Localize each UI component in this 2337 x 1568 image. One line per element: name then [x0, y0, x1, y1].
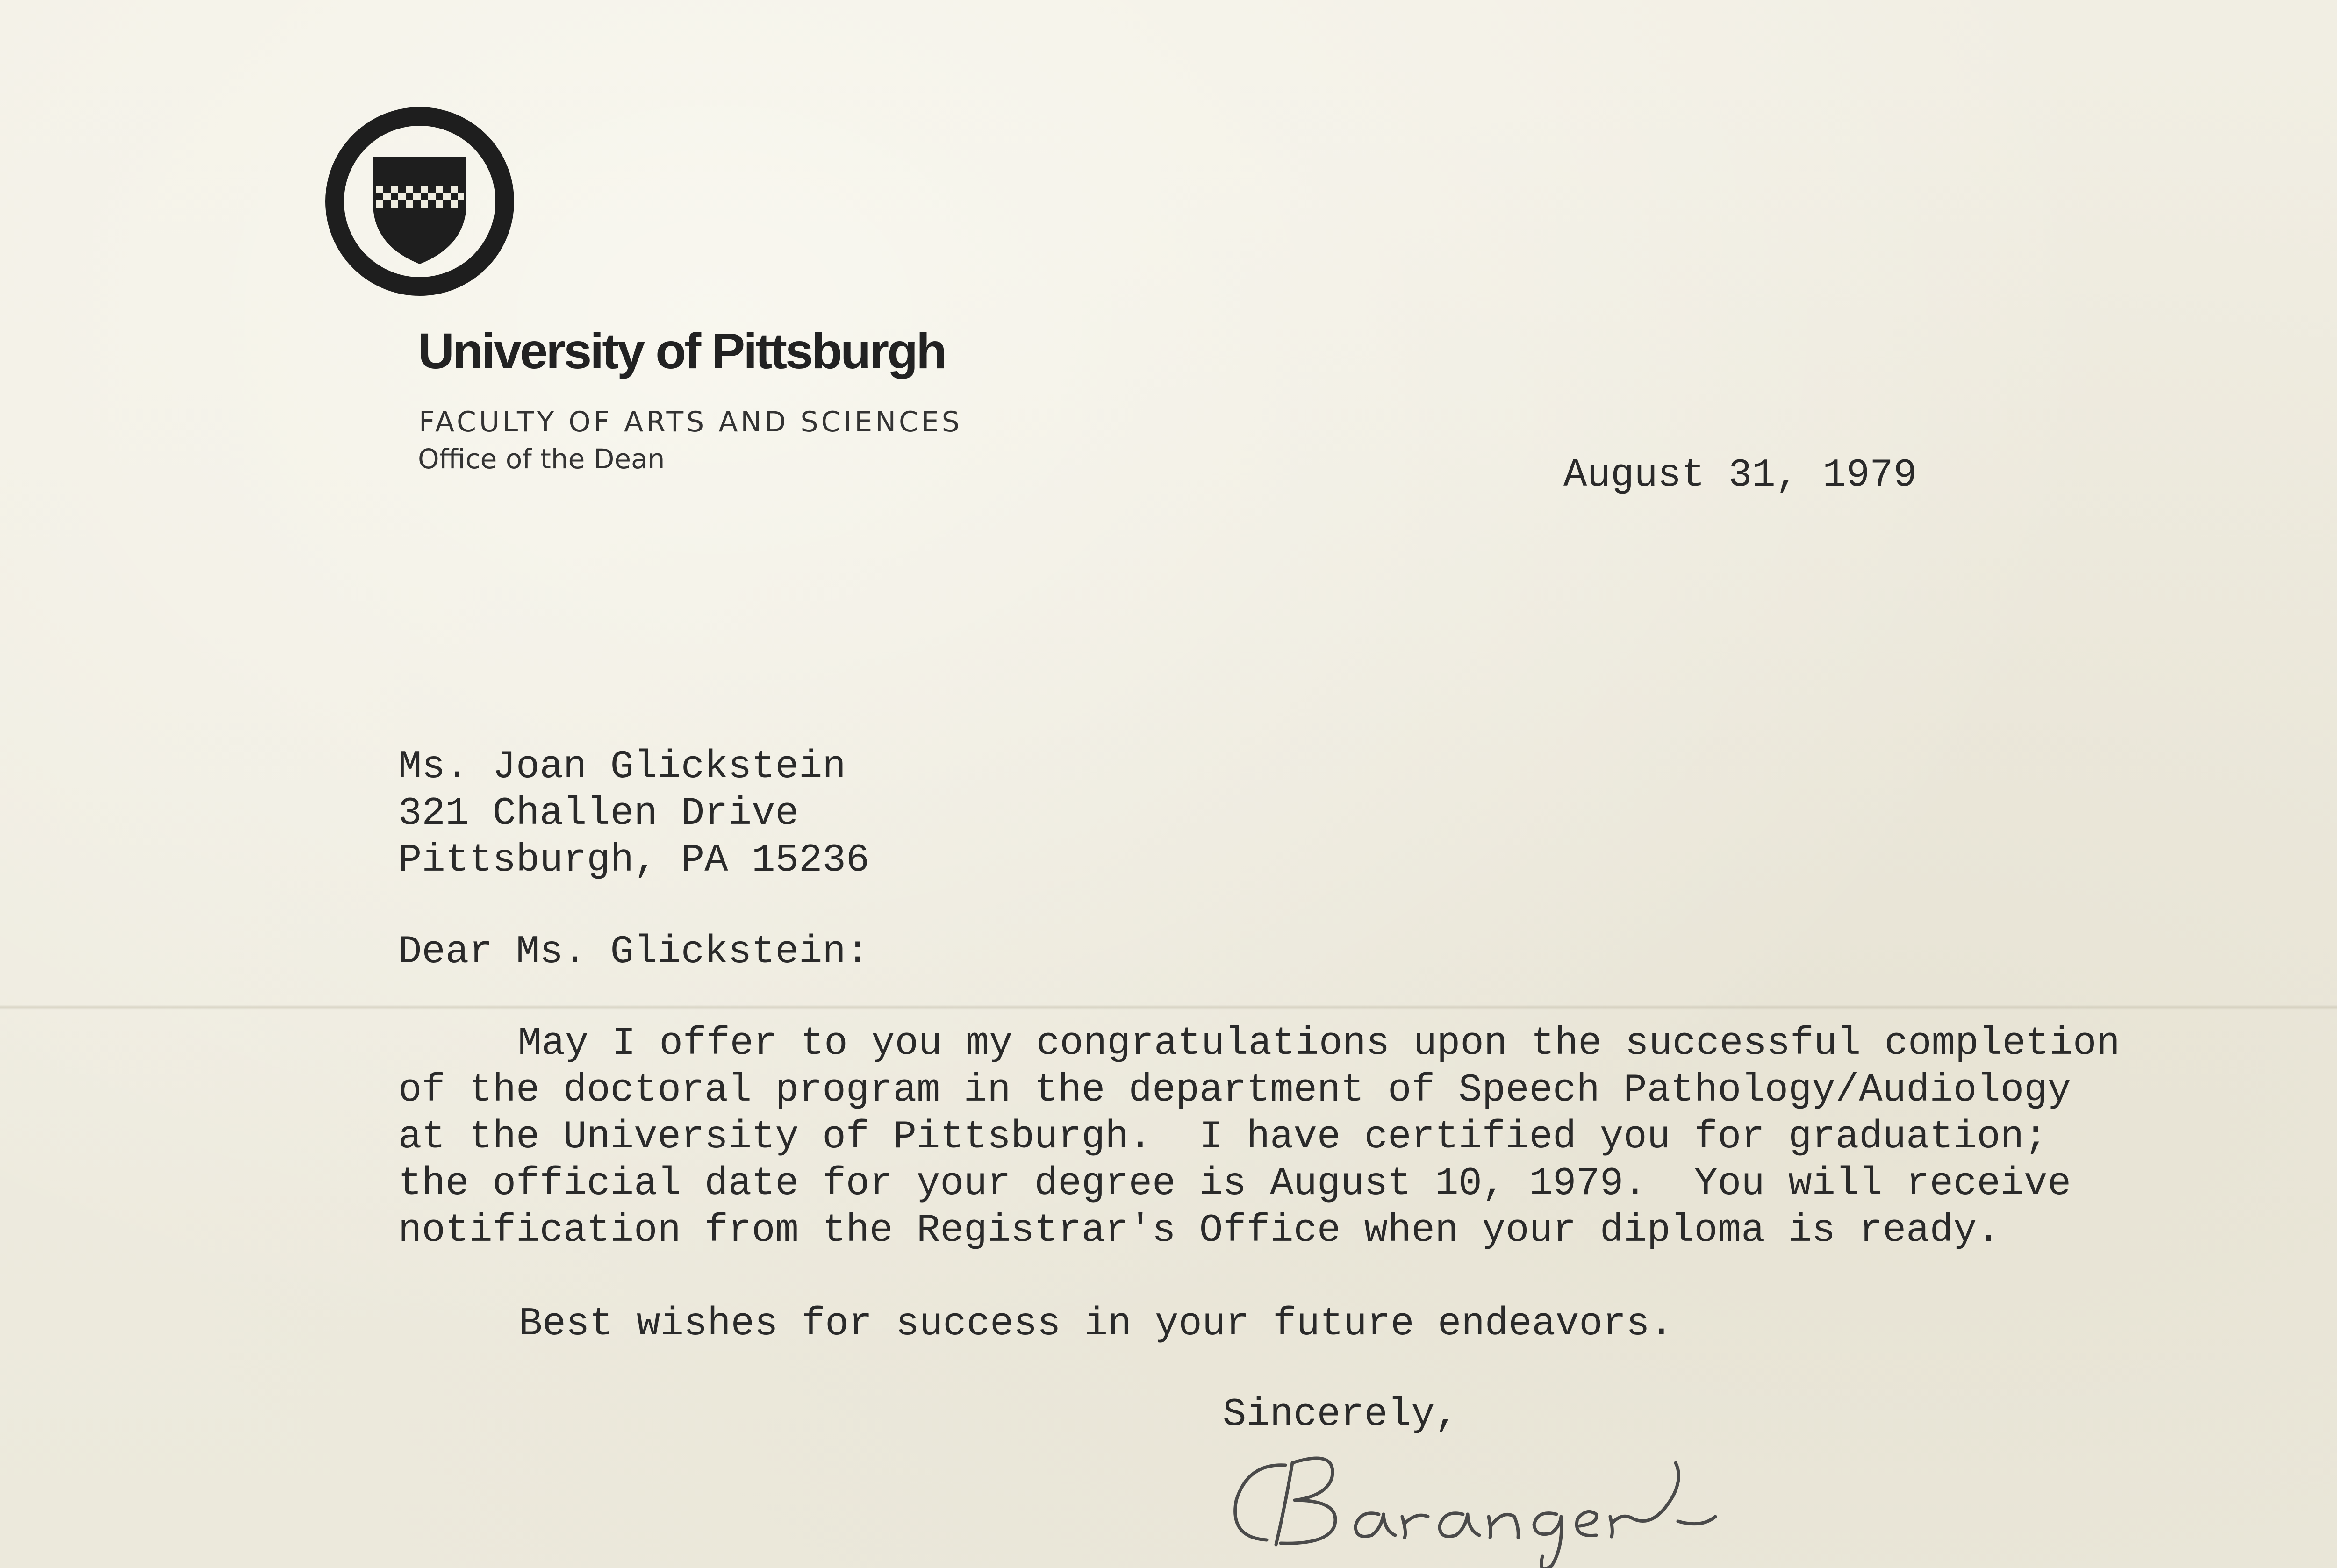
closing-wishes: Best wishes for success in your future endeavors.: [519, 1302, 1674, 1346]
body-line: of the doctoral program in the department of Speech Pathology/Audiology: [398, 1068, 2071, 1113]
office-name: Office of the Dean: [418, 443, 665, 475]
handwritten-signature: [1215, 1421, 1776, 1568]
body-line: May I offer to you my congratulations upon the successful completion: [518, 1022, 2120, 1066]
university-seal-icon: [323, 105, 516, 298]
paper-fold-line: [0, 1005, 2337, 1010]
faculty-name: FACULTY OF ARTS AND SCIENCES: [419, 406, 962, 438]
recipient-city: Pittsburgh, PA 15236: [398, 838, 870, 883]
recipient-name: Ms. Joan Glickstein: [398, 745, 846, 789]
recipient-street: 321 Challen Drive: [398, 792, 799, 836]
complimentary-close: Sincerely,: [1223, 1393, 1459, 1437]
letter-date: August 31, 1979: [1563, 453, 1917, 498]
institution-name: University of Pittsburgh: [418, 322, 946, 379]
body-line: the official date for your degree is August 10, 1979. You will receive: [398, 1162, 2071, 1206]
body-line: at the University of Pittsburgh. I have certified you for graduation;: [398, 1115, 2048, 1160]
body-line: notification from the Registrar's Office when your diploma is ready.: [398, 1209, 2000, 1253]
salutation: Dear Ms. Glickstein:: [398, 930, 870, 974]
